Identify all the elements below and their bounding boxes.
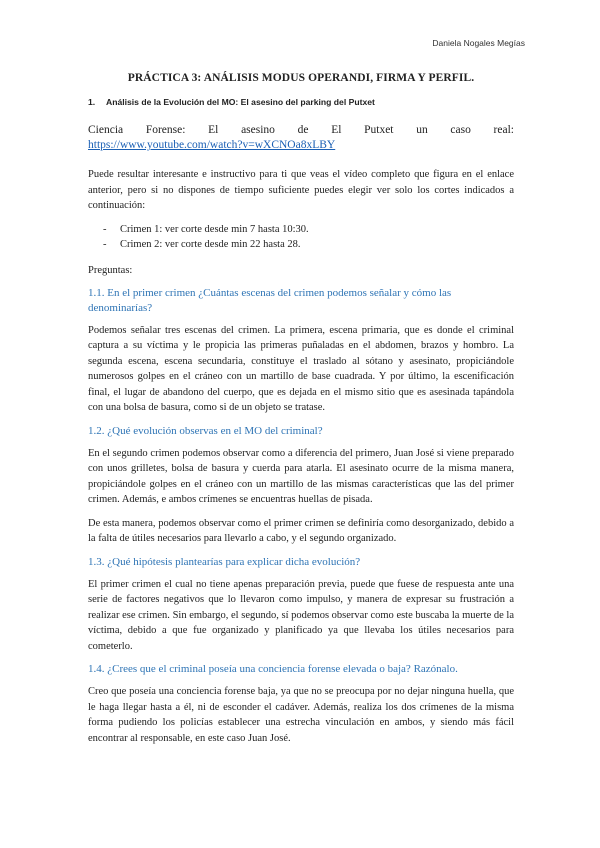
question-heading: 1.1. En el primer crimen ¿Cuántas escenas del crimen podemos señalar y cómo las denominarías? [88, 286, 452, 314]
section-heading-text: Análisis de la Evolución del MO: El asesino del parking del Putxet [106, 97, 375, 107]
list-item [88, 237, 514, 253]
answer-paragraph: Creo que poseía una conciencia forense baja, ya que no se preocupa por no dejar ninguna huella, que le haga llegar hasta a él, ni de esconder el cadáver. Además, realiza los dos crímenes de la misma forma pudiendo los policías establecer una estrecha vinculación en ambos, y siendo más fácil encontrar al responsable, en este caso Juan José. [88, 686, 514, 744]
cut-text: Crimen 2: ver corte desde min 22 hasta 28. [120, 239, 301, 250]
document-title: PRÁCTICA 3: ANÁLISIS MODUS OPERANDI, FIRMA Y PERFIL. [127, 72, 475, 84]
answer-paragraph: El primer crimen el cual no tiene apenas preparación previa, puede que fuese de respuesta ante una serie de factores negativos que lo llevaron como impulso, y manera de expresar su frustración a realizar ese crimen. Sin embargo, el segundo, sí podemos observar como este buscaba la muerte de la víctima, debido a que fue organizado y planificado ya que llevaba los útiles necesarios para cometerlo. [88, 578, 514, 652]
video-cuts-list [88, 222, 514, 253]
answer-paragraph: Podemos señalar tres escenas del crimen. La primera, escena primaria, que es donde el criminal captura a su víctima y le propicia las primeras puñaladas en el abdomen, brazos y hombro. La segunda escena, escena secundaria, constituye el traslado al sótano y asesinato, propiciándole numerosos golpes en el cráneo con un martillo de base cuadrada. Y por último, la escenificación final, el lugar de abandono del cuerpo, que es dejada en el mismo sitio que es asesinada tapándola con una bolsa de basura, como si de un objeto se tratase. [88, 324, 514, 413]
intro-paragraph: Puede resultar interesante e instructivo para ti que veas el vídeo completo que figura en el enlace anterior, pero si no dispones de tiempo suficiente puedes elegir ver solo los cortes indicados a continuación: [88, 169, 514, 211]
question-heading: 1.4. ¿Crees que el criminal poseía una conciencia forense elevada o baja? Razónalo. [88, 663, 458, 675]
bullet-dash: - [103, 239, 107, 250]
section-heading [88, 97, 514, 107]
answer-paragraph: En el segundo crimen podemos observar como a diferencia del primero, Juan José si viene preparado con unos grilletes, bolsa de basura y cuerda para atarla. El asesinato ocurre de la misma manera, propiciándole golpes en el cráneo con un martillo de las mismas características que las del primer crimen. Además, e ambos crímenes se encuentras huellas de pisada. [88, 447, 514, 505]
list-item [88, 222, 514, 238]
source-text: Ciencia Forense: El asesino de El Putxet un caso real: [88, 124, 514, 136]
document-body [88, 72, 514, 754]
section-number: 1. [88, 97, 96, 107]
author-name: Daniela Nogales Megías [432, 38, 525, 48]
cut-text: Crimen 1: ver corte desde min 7 hasta 10:30. [120, 223, 309, 235]
questions-label: Preguntas: [88, 264, 133, 276]
question-heading: 1.2. ¿Qué evolución observas en el MO del criminal? [88, 424, 323, 437]
bullet-dash: - [103, 223, 107, 235]
video-link[interactable]: https://www.youtube.com/watch?v=wXCNOa8xLBY [88, 139, 336, 151]
answer-paragraph: De esta manera, podemos observar como el primer crimen se definiría como desorganizado, debido a la falta de útiles necesarios para llevarlo a cabo, y el segundo organizado. [88, 517, 514, 544]
question-heading: 1.3. ¿Qué hipótesis plantearías para explicar dicha evolución? [88, 555, 361, 568]
source-reference [88, 123, 514, 153]
